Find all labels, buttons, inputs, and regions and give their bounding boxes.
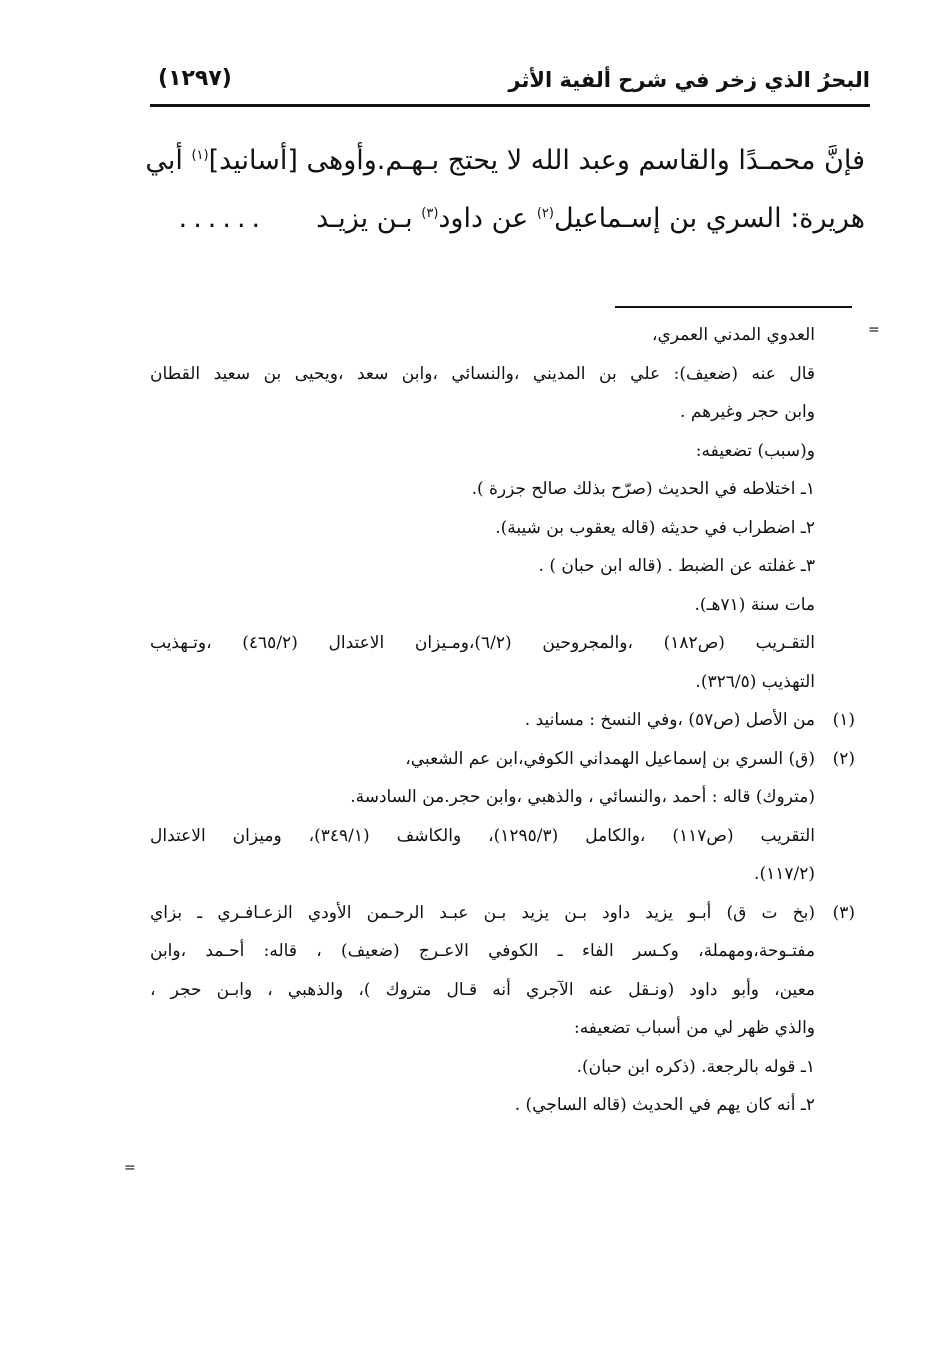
- footnote-line: ١ـ قوله بالرجعة. (ذكره ابن حبان).: [576, 1056, 815, 1077]
- footnote-ref-2: (٢): [536, 206, 554, 221]
- ellipsis-dots: ......: [178, 203, 267, 234]
- footnote-continued-line: التقـريب (ص١٨٢) ،والمجروحين (٦/٢)،ومـيزان الاعتدال (٤٦٥/٢) ،وتـهذيب: [150, 633, 815, 653]
- footnote-continued-line: وابن حجر وغيرهم .: [680, 402, 815, 422]
- footnote-continued-line: العدوي المدني العمري،: [651, 325, 815, 345]
- running-title: البحرُ الذي زخر في شرح ألفية الأثر: [508, 68, 870, 92]
- footnote-1: [150, 701, 855, 740]
- footnote-line: التقريب (ص١١٧) ،والكامل (١٢٩٥/٣)، والكاشف (٣٤٩/١)، وميزان الاعتدال: [150, 825, 815, 846]
- footnote-text: (ق) السري بن إسماعيل الهمداني الكوفي،ابن عم الشعبي،: [405, 748, 815, 769]
- main-line-2: هريرة: السري بن إسـماعيل$^{(٢)}$ عن داود$^{(٣)}$ بـن يزيـد......: [155, 190, 865, 248]
- footnote-3: [150, 894, 855, 933]
- footnote-continued-line: ١ـ اختلاطه في الحديث (صرّح بذلك صالح جزرة ).: [471, 479, 815, 499]
- page-header: [150, 62, 870, 102]
- footnote-line: ٢ـ أنه كان يهم في الحديث (قاله الساجي) .: [514, 1095, 815, 1115]
- footnote-line: معين، وأبو داود (ونـقل عنه الآجري أنه قـال متروك )، والذهبي ، وابـن حجر ،: [150, 979, 815, 1000]
- page-number: (١٢٩٧): [158, 66, 232, 91]
- footnote-2: [150, 740, 855, 779]
- footnote-number: (٣): [832, 902, 855, 923]
- footnote-line: والذي ظهر لي من أسباب تضعيفه:: [573, 1018, 815, 1038]
- footnote-ref-1: (١): [191, 148, 209, 163]
- footnotes: [150, 316, 855, 1125]
- main-text: [145, 132, 865, 248]
- footnote-line: مفتـوحة،ومهملة، وكـسر الفاء ـ الكوفي الاعـرج (ضعيف) ، قاله: أحـمد ،وابن: [150, 941, 816, 961]
- footnote-continued-line: و(سبب) تضعيفه:: [695, 440, 815, 461]
- footnote-ref-3: (٣): [421, 206, 439, 221]
- footnote-number: (٢): [832, 748, 855, 769]
- footnote-continued-line: ٣ـ غفلته عن الضبط . (قاله ابن حبان ) .: [538, 556, 815, 576]
- main-line-1: فإنَّ محمـدًا والقاسم وعبد الله لا يحتج بـهـم.وأوهى [أسانيد]$^{(١)}$ أبي: [145, 145, 865, 176]
- footnote-continued-line: قال عنه (ضعيف): علي بن المديني ،والنسائي ،وابن سعد ،ويحيى بن سعيد القطان: [150, 363, 815, 384]
- footnote-continued-line: مات سنة (٧١هـ).: [694, 594, 815, 615]
- footnote-continued-line: التهذيب (٣٢٦/٥).: [695, 671, 815, 692]
- footnote-line: (١١٧/٢).: [754, 864, 815, 884]
- footnote-number: (١): [832, 710, 855, 730]
- header-rule: [150, 104, 870, 107]
- footnote-continued-line: ٢ـ اضطراب في حديثه (قاله يعقوب بن شيبة).: [495, 517, 815, 538]
- footnote-line: (متروك) قاله : أحمد ،والنسائي ، والذهبي ،وابن حجر.من السادسة.: [350, 787, 815, 807]
- continuation-mark-bottom: =: [124, 1160, 136, 1176]
- footnote-separator: [615, 306, 852, 308]
- footnote-text: (بخ ت ق) أبـو يزيد داود بـن يزيد بـن عبـد الرحـمن الأودي الزعـافـري ـ بزاي: [150, 902, 815, 923]
- continuation-mark-top: =: [868, 322, 880, 338]
- footnote-text: من الأصل (ص٥٧) ،وفي النسخ : مسانيد .: [524, 710, 815, 730]
